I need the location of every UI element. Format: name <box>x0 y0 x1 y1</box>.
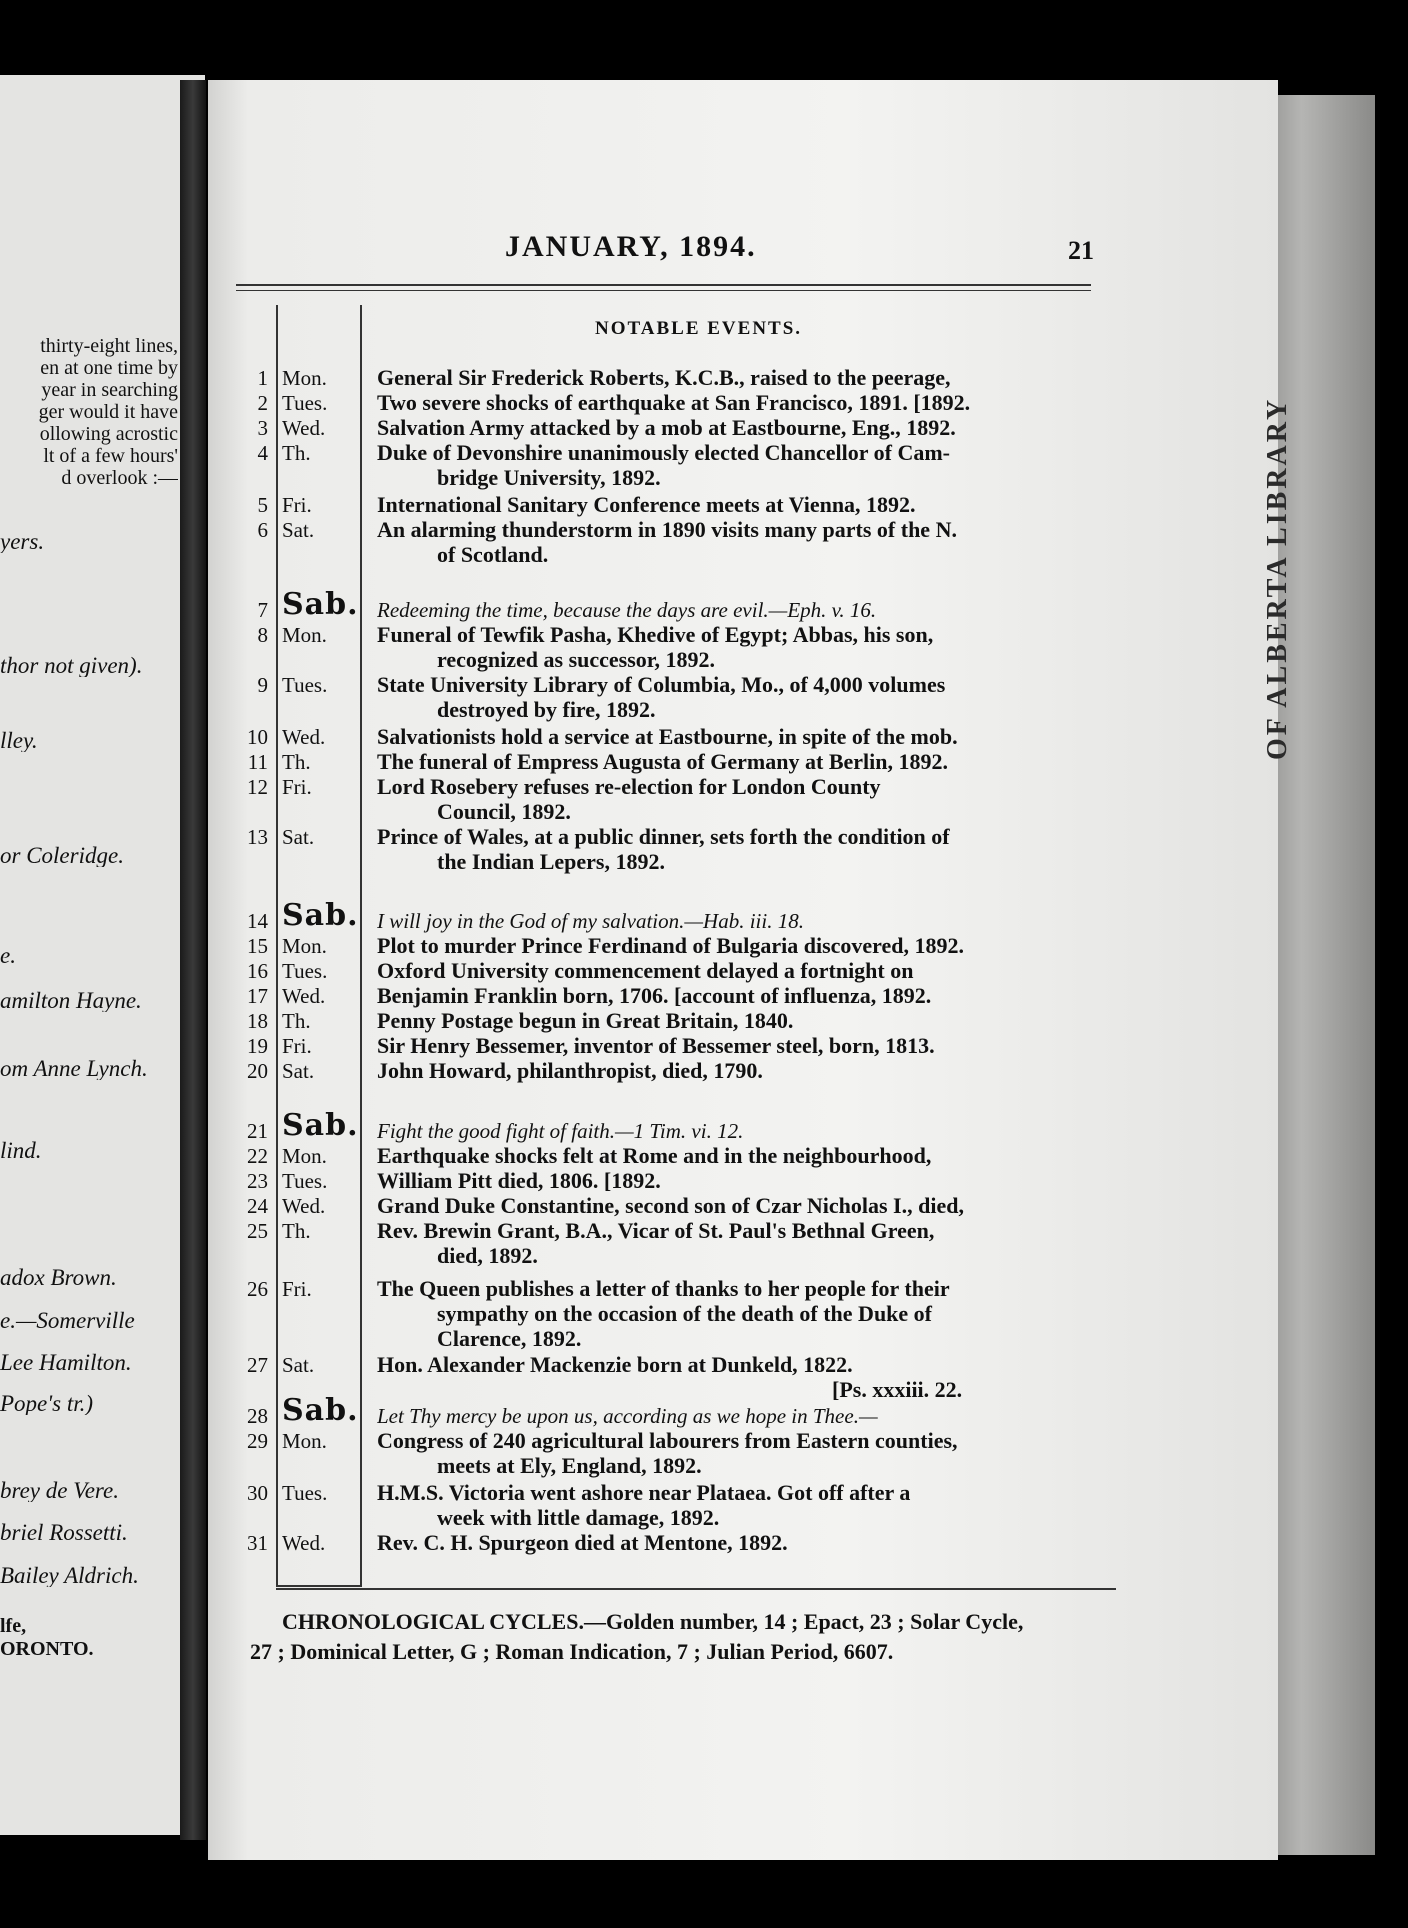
book-gutter <box>180 80 206 1840</box>
event-text: International Sanitary Conference meets at Vienna, 1892. <box>377 492 916 517</box>
event-text: Funeral of Tewfik Pasha, Khedive of Egypt; Abbas, his son, <box>377 622 934 647</box>
event-row <box>232 672 1112 698</box>
event-day-number: 19 <box>247 1034 268 1058</box>
left-line: ORONTO. <box>0 1638 94 1660</box>
event-weekday: Mon. <box>282 1429 327 1453</box>
event-row <box>232 1243 1112 1269</box>
event-weekday: Sab. <box>282 1108 359 1143</box>
left-line: Pope's tr.) <box>0 1393 94 1415</box>
event-weekday: Tues. <box>282 391 328 415</box>
event-weekday: Sab. <box>282 587 359 622</box>
event-day-number: 10 <box>247 725 268 749</box>
left-line: Lee Hamilton. <box>0 1352 132 1374</box>
left-line: briel Rossetti. <box>0 1522 128 1544</box>
event-day-number: 4 <box>257 441 268 465</box>
event-row <box>232 1505 1112 1531</box>
left-line: thirty-eight lines, <box>40 335 178 357</box>
event-day-number: 20 <box>247 1059 268 1083</box>
chronological-cycles: CHRONOLOGICAL CYCLES.—Golden number, 14 ; Epact, 23 ; Solar Cycle, <box>282 1609 1024 1634</box>
left-line: lind. <box>0 1140 42 1162</box>
left-line: yers. <box>0 531 45 553</box>
event-text: The Queen publishes a letter of thanks to her people for their <box>377 1276 950 1301</box>
event-row <box>232 774 1112 800</box>
event-weekday: Wed. <box>282 1531 326 1555</box>
event-row <box>232 542 1112 568</box>
event-weekday: Wed. <box>282 984 326 1008</box>
left-line: e.—Somerville <box>0 1310 135 1332</box>
header-rule <box>236 284 1091 286</box>
event-row <box>232 587 1112 623</box>
page-title: JANUARY, 1894. <box>505 230 757 263</box>
event-weekday: Mon. <box>282 623 327 647</box>
event-row <box>232 1530 1112 1556</box>
event-day-number: 25 <box>247 1219 268 1243</box>
left-page <box>0 75 205 1835</box>
left-line: or Coleridge. <box>0 845 124 867</box>
event-row <box>232 622 1112 648</box>
event-day-number: 13 <box>247 825 268 849</box>
left-line: om Anne Lynch. <box>0 1058 148 1080</box>
event-weekday: Wed. <box>282 1194 326 1218</box>
event-text: week with little damage, 1892. <box>437 1505 720 1530</box>
event-day-number: 8 <box>257 623 268 647</box>
event-row <box>232 492 1112 518</box>
event-weekday: Fri. <box>282 1034 312 1058</box>
event-text: Clarence, 1892. <box>437 1326 582 1351</box>
section-title: NOTABLE EVENTS. <box>595 318 803 339</box>
page-number: 21 <box>1068 236 1094 265</box>
event-weekday: Sat. <box>282 518 315 542</box>
event-text: John Howard, philanthropist, died, 1790. <box>377 1058 763 1083</box>
event-day-number: 14 <box>247 909 268 933</box>
left-line: year in searching <box>41 379 178 401</box>
event-day-number: 26 <box>247 1277 268 1301</box>
event-row <box>232 1033 1112 1059</box>
event-row <box>232 1393 1112 1429</box>
event-day-number: 27 <box>247 1353 268 1377</box>
footer-rule <box>276 1588 1116 1590</box>
event-day-number: 24 <box>247 1194 268 1218</box>
event-text: State University Library of Columbia, Mo., of 4,000 volumes <box>377 672 946 697</box>
event-day-number: 23 <box>247 1169 268 1193</box>
event-text: Rev. Brewin Grant, B.A., Vicar of St. Paul's Bethnal Green, <box>377 1218 935 1243</box>
left-line: lt of a few hours' <box>43 445 178 467</box>
event-text: Congress of 240 agricultural labourers from Eastern counties, <box>377 1428 958 1453</box>
event-text: Benjamin Franklin born, 1706. [account of influenza, 1892. <box>377 983 932 1008</box>
event-text: died, 1892. <box>437 1243 538 1268</box>
event-text: Lord Rosebery refuses re-election for London County <box>377 774 881 799</box>
event-weekday: Sat. <box>282 825 315 849</box>
event-row <box>232 647 1112 673</box>
event-weekday: Sat. <box>282 1059 315 1083</box>
event-weekday: Wed. <box>282 416 326 440</box>
event-text: Penny Postage begun in Great Britain, 1840. <box>377 1008 794 1033</box>
event-day-number: 29 <box>247 1429 268 1453</box>
event-row <box>232 365 1112 391</box>
event-day-number: 18 <box>247 1009 268 1033</box>
event-text: bridge University, 1892. <box>437 465 661 490</box>
event-text: Duke of Devonshire unanimously elected Chancellor of Cam- <box>377 440 951 465</box>
event-row <box>232 1143 1112 1169</box>
event-text: Grand Duke Constantine, second son of Czar Nicholas I., died, <box>377 1193 964 1218</box>
event-text: The funeral of Empress Augusta of Germany at Berlin, 1892. <box>377 749 948 774</box>
event-text: Salvationists hold a service at Eastbourne, in spite of the mob. <box>377 724 958 749</box>
left-line: lley. <box>0 730 38 752</box>
event-weekday: Th. <box>282 750 311 774</box>
column-rule <box>276 1585 362 1587</box>
event-row <box>232 933 1112 959</box>
event-text: Redeeming the time, because the days are evil.—Eph. v. 16. <box>377 598 877 622</box>
event-day-number: 22 <box>247 1144 268 1168</box>
event-row <box>232 1301 1112 1327</box>
event-day-number: 31 <box>247 1531 268 1555</box>
event-row <box>232 1276 1112 1302</box>
event-weekday: Mon. <box>282 1144 327 1168</box>
left-line: e. <box>0 945 16 967</box>
left-line: ger would it have <box>38 401 178 423</box>
event-text: I will joy in the God of my salvation.—Hab. iii. 18. <box>377 909 804 933</box>
event-day-number: 16 <box>247 959 268 983</box>
left-line: lfe, <box>0 1615 27 1637</box>
event-day-number: 11 <box>247 750 268 774</box>
left-line: ollowing acrostic <box>39 423 178 445</box>
event-text: Salvation Army attacked by a mob at Eastbourne, Eng., 1892. <box>377 415 956 440</box>
event-row <box>232 1193 1112 1219</box>
event-row <box>232 517 1112 543</box>
event-text: Council, 1892. <box>437 799 571 824</box>
event-weekday: Th. <box>282 1219 311 1243</box>
event-text: General Sir Frederick Roberts, K.C.B., raised to the peerage, <box>377 365 951 390</box>
event-row <box>232 749 1112 775</box>
event-day-number: 7 <box>257 598 268 622</box>
event-row <box>232 697 1112 723</box>
event-day-number: 3 <box>257 416 268 440</box>
event-text: Two severe shocks of earthquake at San Francisco, 1891. [1892. <box>377 390 971 415</box>
event-weekday: Tues. <box>282 959 328 983</box>
event-text: Hon. Alexander Mackenzie born at Dunkeld, 1822. <box>377 1352 853 1377</box>
event-text: meets at Ely, England, 1892. <box>437 1453 702 1478</box>
event-day-number: 1 <box>257 366 268 390</box>
event-weekday: Wed. <box>282 725 326 749</box>
page-edge <box>1270 95 1375 1855</box>
event-weekday: Tues. <box>282 1481 328 1505</box>
event-row <box>232 1168 1112 1194</box>
event-row <box>232 1480 1112 1506</box>
event-weekday: Tues. <box>282 673 328 697</box>
event-text: destroyed by fire, 1892. <box>437 697 656 722</box>
event-row <box>232 724 1112 750</box>
event-text: Earthquake shocks felt at Rome and in the neighbourhood, <box>377 1143 932 1168</box>
event-text: H.M.S. Victoria went ashore near Plataea. Got off after a <box>377 1480 911 1505</box>
event-row <box>232 1428 1112 1454</box>
chronological-cycles: 27 ; Dominical Letter, G ; Roman Indication, 7 ; Julian Period, 6607. <box>250 1639 894 1664</box>
left-line: brey de Vere. <box>0 1480 119 1502</box>
event-day-number: 12 <box>247 775 268 799</box>
event-text: the Indian Lepers, 1892. <box>437 849 665 874</box>
event-day-number: 28 <box>247 1404 268 1428</box>
event-weekday: Th. <box>282 1009 311 1033</box>
event-row <box>232 898 1112 934</box>
event-row <box>232 390 1112 416</box>
event-text: Oxford University commencement delayed a fortnight on <box>377 958 914 983</box>
event-day-number: 30 <box>247 1481 268 1505</box>
event-day-number: 17 <box>247 984 268 1008</box>
event-row <box>232 824 1112 850</box>
event-text: An alarming thunderstorm in 1890 visits many parts of the N. <box>377 517 957 542</box>
event-row <box>232 1352 1112 1378</box>
left-line: en at one time by <box>40 357 178 379</box>
event-row <box>232 1218 1112 1244</box>
event-row <box>232 799 1112 825</box>
event-text: Rev. C. H. Spurgeon died at Mentone, 1892. <box>377 1530 788 1555</box>
event-weekday: Sab. <box>282 898 359 933</box>
event-text: Prince of Wales, at a public dinner, sets forth the condition of <box>377 824 950 849</box>
left-line: d overlook :— <box>61 467 178 489</box>
event-row <box>232 958 1112 984</box>
event-day-number: 5 <box>257 493 268 517</box>
event-row <box>232 1108 1112 1144</box>
event-weekday: Sab. <box>282 1393 359 1428</box>
event-row <box>232 849 1112 875</box>
event-row <box>232 983 1112 1009</box>
event-text: [Ps. xxxiii. 22. <box>832 1377 963 1402</box>
event-day-number: 2 <box>257 391 268 415</box>
event-weekday: Mon. <box>282 934 327 958</box>
event-weekday: Tues. <box>282 1169 328 1193</box>
event-row <box>232 1326 1112 1352</box>
event-text: recognized as successor, 1892. <box>437 647 716 672</box>
event-text: Fight the good fight of faith.—1 Tim. vi. 12. <box>377 1119 744 1143</box>
event-weekday: Sat. <box>282 1353 315 1377</box>
event-day-number: 15 <box>247 934 268 958</box>
left-line: Bailey Aldrich. <box>0 1565 139 1587</box>
event-weekday: Fri. <box>282 775 312 799</box>
event-text: sympathy on the occasion of the death of the Duke of <box>437 1301 932 1326</box>
event-weekday: Mon. <box>282 366 327 390</box>
event-day-number: 6 <box>257 518 268 542</box>
left-line: adox Brown. <box>0 1267 117 1289</box>
library-stamp: OF ALBERTA LIBRARY <box>1262 396 1293 760</box>
event-row <box>232 1058 1112 1084</box>
event-text: William Pitt died, 1806. [1892. <box>377 1168 661 1193</box>
event-day-number: 9 <box>257 673 268 697</box>
left-line: thor not given). <box>0 655 143 677</box>
event-text: Let Thy mercy be upon us, according as we hope in Thee.— <box>377 1404 878 1428</box>
event-text: Sir Henry Bessemer, inventor of Bessemer steel, born, 1813. <box>377 1033 935 1058</box>
event-row <box>232 1453 1112 1479</box>
event-row <box>232 465 1112 491</box>
event-row <box>232 415 1112 441</box>
left-line: amilton Hayne. <box>0 990 142 1012</box>
event-text: Plot to murder Prince Ferdinand of Bulgaria discovered, 1892. <box>377 933 965 958</box>
event-row <box>232 1008 1112 1034</box>
event-weekday: Fri. <box>282 1277 312 1301</box>
event-weekday: Th. <box>282 441 311 465</box>
event-row <box>232 440 1112 466</box>
event-weekday: Fri. <box>282 493 312 517</box>
header-rule <box>236 290 1091 291</box>
event-day-number: 21 <box>247 1119 268 1143</box>
event-text: of Scotland. <box>437 542 549 567</box>
